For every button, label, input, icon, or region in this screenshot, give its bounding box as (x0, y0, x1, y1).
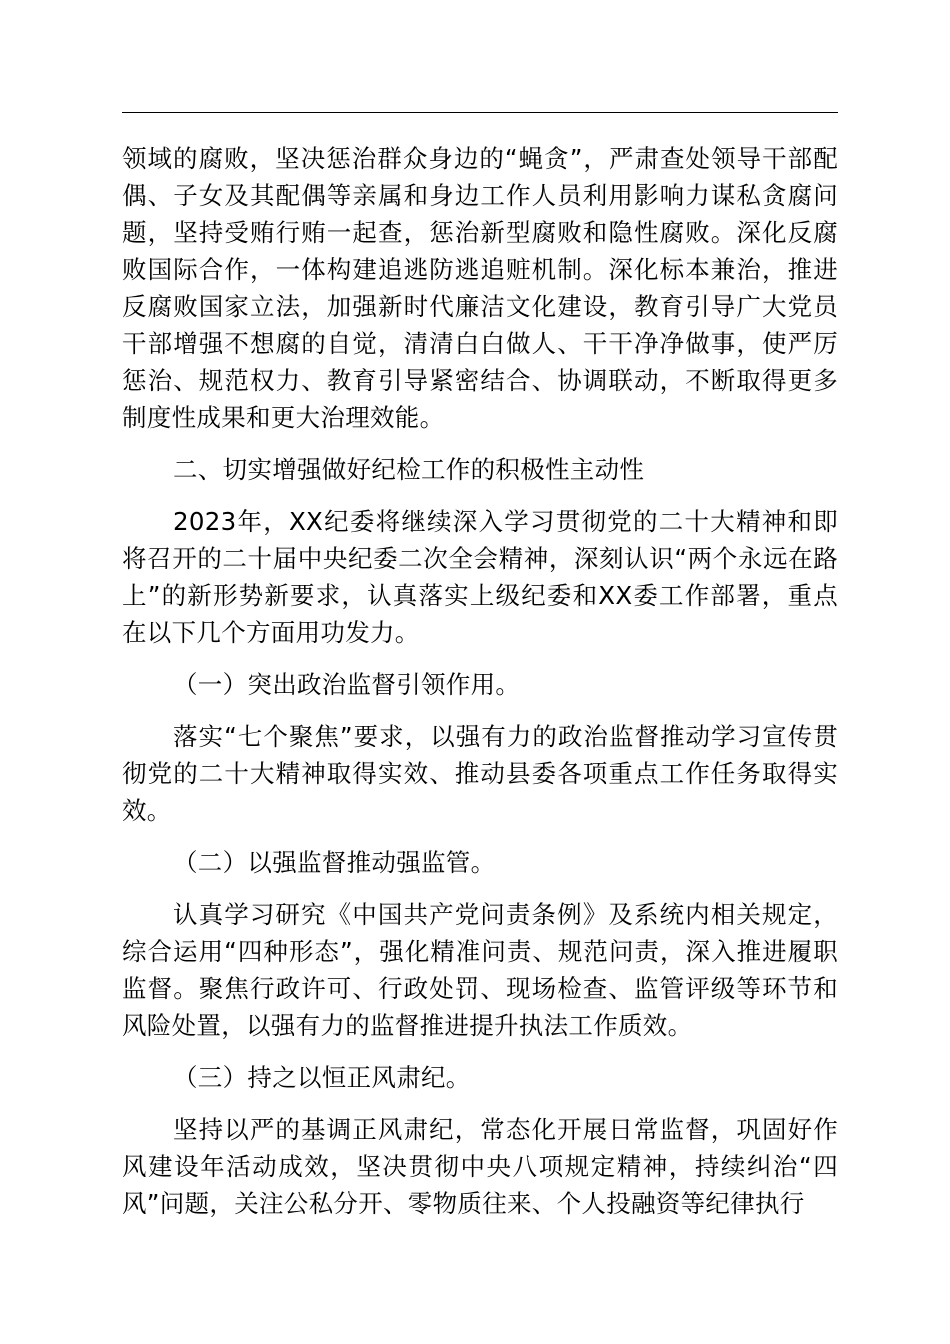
document-body (122, 140, 838, 1222)
body-paragraph: 落实“七个聚焦”要求，以强有力的政治监督推动学习宣传贯彻党的二十大精神取得实效、推动县委各项重点工作任务取得实效。 (122, 722, 838, 825)
subsection-heading: （三）持之以恒正风肃纪。 (173, 1063, 471, 1092)
body-paragraph: 认真学习研究《中国共产党问责条例》及系统内相关规定，综合运用“四种形态”，强化精准问责、规范问责，深入推进履职监督。聚焦行政许可、行政处罚、现场检查、监管评级等环节和风险处置，以强有力的监督推进提升执法工作质效。 (122, 900, 838, 1040)
header-rule (122, 112, 838, 113)
subsection-heading: （一）突出政治监督引领作用。 (173, 670, 521, 699)
body-paragraph: 领域的腐败，坚决惩治群众身边的“蝇贪”，严肃查处领导干部配偶、子女及其配偶等亲属和身边工作人员利用影响力谋私贪腐问题，坚持受贿行贿一起查，惩治新型腐败和隐性腐败。深化反腐败国际合作，一体构建追逃防逃追赃机制。深化标本兼治，推进反腐败国家立法，加强新时代廉洁文化建设，教育引导广大党员干部增强不想腐的自觉，清清白白做人、干干净净做事，使严厉惩治、规范权力、教育引导紧密结合、协调联动，不断取得更多制度性成果和更大治理效能。 (122, 144, 838, 432)
subsection-heading: （二）以强监督推动强监管。 (173, 848, 496, 877)
body-paragraph: 坚持以严的基调正风肃纪，常态化开展日常监督，巩固好作风建设年活动成效，坚决贯彻中央八项规定精神，持续纠治“四风”问题，关注公私分开、零物质往来、个人投融资等纪律执行 (122, 1115, 838, 1218)
body-paragraph: 2023年，XX纪委将继续深入学习贯彻党的二十大精神和即将召开的二十届中央纪委二次全会精神，深刻认识“两个永远在路上”的新形势新要求，认真落实上级纪委和XX委工作部署，重点在以下几个方面用功发力。 (122, 507, 838, 647)
section-heading: 二、切实增强做好纪检工作的积极性主动性 (173, 455, 645, 484)
